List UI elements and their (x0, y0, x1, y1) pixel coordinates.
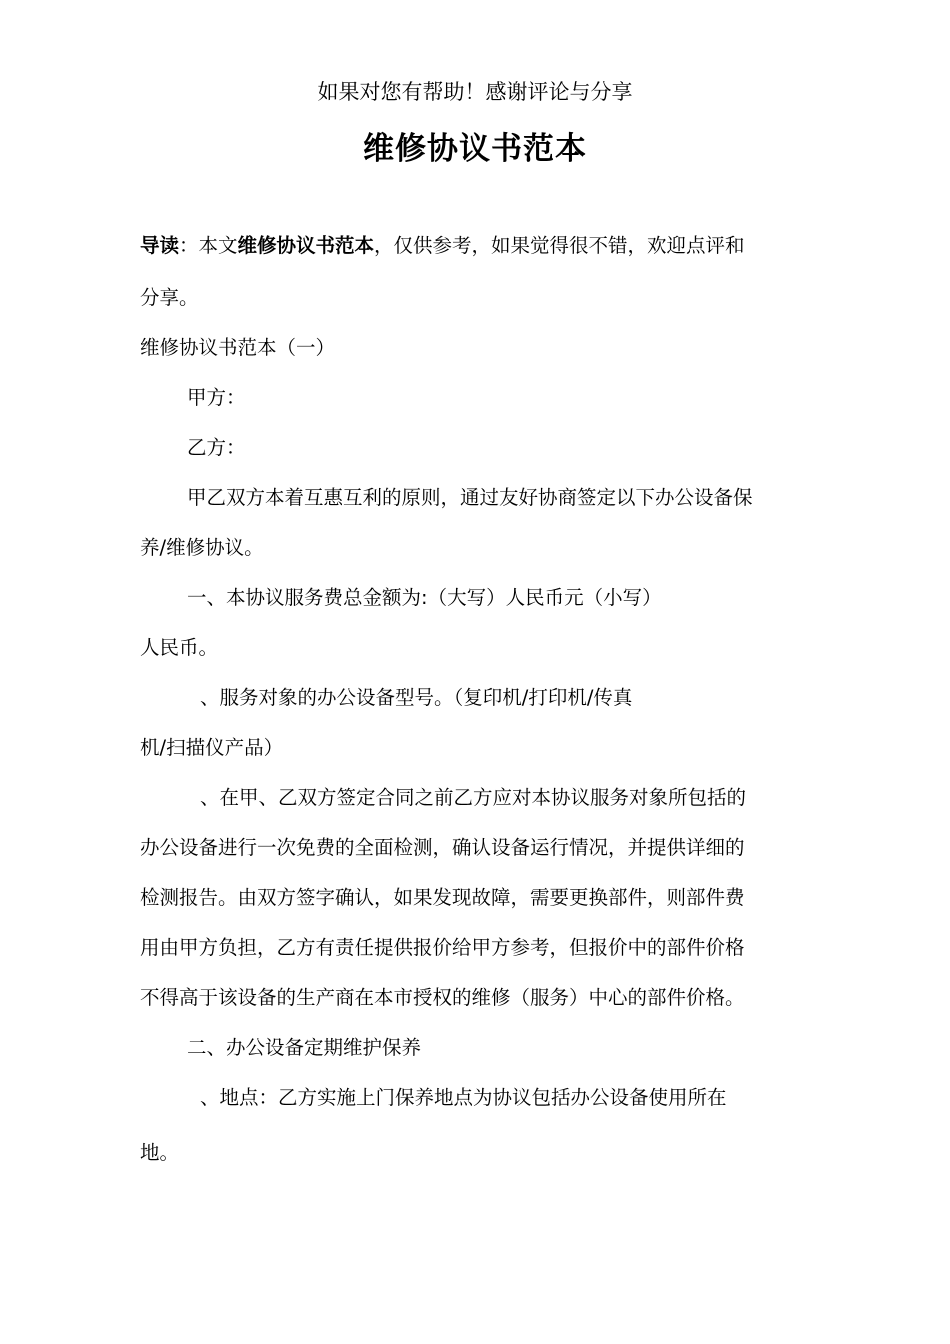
intro-colon: ：本文 (179, 234, 238, 257)
preamble-line-1: 甲乙双方本着互惠互利的原则，通过友好协商签定以下办公设备保 (187, 486, 753, 509)
clause-inspection-line-3: 检测报告。由双方签字确认，如果发现故障，需要更换部件，则部件费 (140, 886, 745, 909)
clause2-heading: 二、办公设备定期维护保养 (187, 1036, 422, 1059)
clause-location-line-1: 、地点：乙方实施上门保养地点为协议包括办公设备使用所在 (200, 1086, 727, 1109)
document-title: 维修协议书范本 (363, 131, 587, 167)
clause1-line-2: 人民币。 (140, 636, 219, 659)
intro-line-2: 分享。 (140, 286, 199, 309)
clause-inspection-line-5: 不得高于该设备的生产商在本市授权的维修（服务）中心的部件价格。 (140, 986, 745, 1009)
preamble-line-2: 养/维修协议。 (140, 536, 264, 559)
intro-rest: ，仅供参考，如果觉得很不错，欢迎点评和 (374, 234, 745, 257)
party-b-label: 乙方： (187, 436, 246, 459)
party-a-label: 甲方： (187, 386, 246, 409)
section-heading: 维修协议书范本（一） (140, 336, 336, 359)
clause-model-line-1: 、服务对象的办公设备型号。（复印机/打印机/传真 (200, 686, 633, 709)
intro-bold-title: 维修协议书范本 (237, 234, 375, 257)
clause1-line-1: 一、本协议服务费总金额为:（大写）人民币元（小写） (187, 586, 662, 609)
clause-model-line-2: 机/扫描仪产品） (140, 736, 284, 759)
clause-inspection-line-4: 用由甲方负担，乙方有责任提供报价给甲方参考，但报价中的部件价格 (140, 936, 745, 959)
clause-inspection-line-1: 、在甲、乙双方签定合同之前乙方应对本协议服务对象所包括的 (200, 786, 747, 809)
header-note: 如果对您有帮助！感谢评论与分享 (317, 80, 633, 104)
intro-label: 导读 (140, 234, 180, 257)
clause-location-line-2: 地。 (140, 1141, 180, 1164)
clause-inspection-line-2: 办公设备进行一次免费的全面检测，确认设备运行情况，并提供详细的 (140, 836, 745, 859)
intro-line-1 (140, 232, 810, 260)
